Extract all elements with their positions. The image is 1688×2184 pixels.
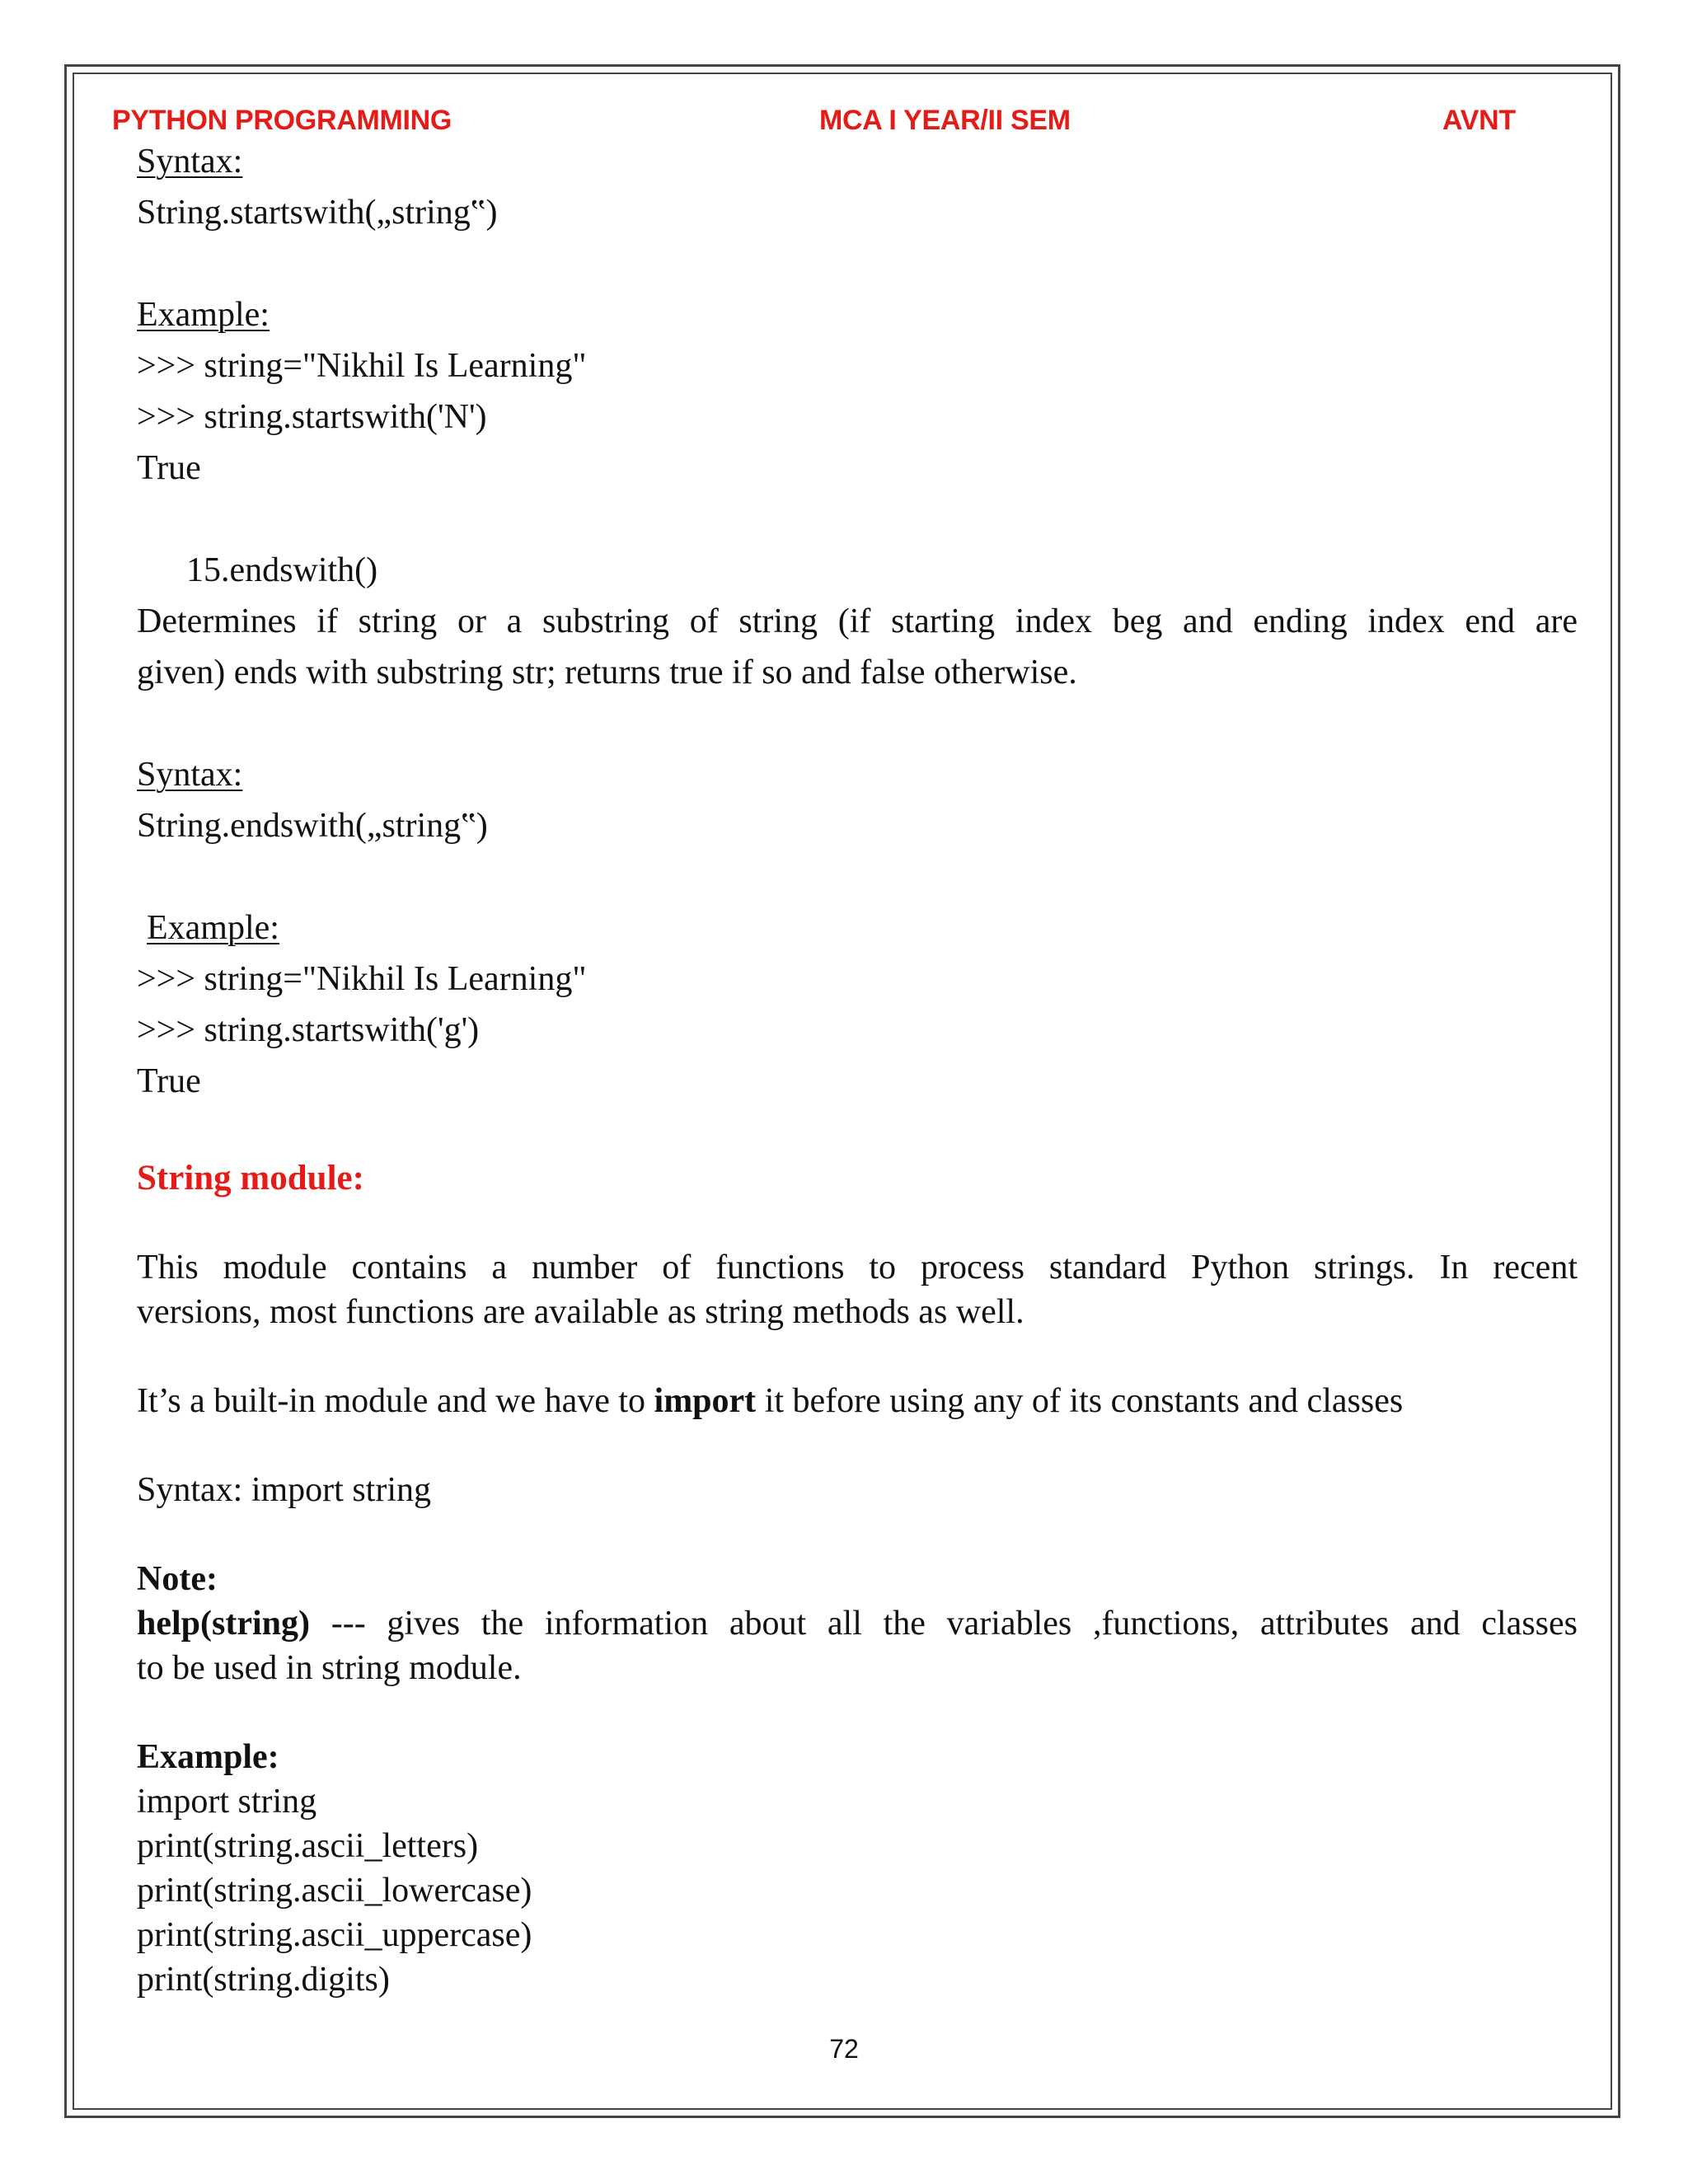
header-institution: AVNT	[1442, 105, 1516, 136]
string-module-intro-line-2: versions, most functions are available as string methods as well.	[137, 1293, 1025, 1331]
endswith-syntax: String.endswith(„string‟)	[137, 807, 488, 845]
string-module-builtin-text	[137, 1378, 1403, 1424]
startswith-example-output: True	[137, 449, 201, 487]
string-module-example-label: Example:	[137, 1738, 279, 1776]
startswith-syntax-label: Syntax:	[137, 143, 243, 180]
page-number: 72	[829, 2034, 859, 2064]
endswith-example-output: True	[137, 1062, 201, 1100]
string-module-syntax: Syntax: import string	[137, 1471, 431, 1509]
builtin-text-bold: import	[654, 1382, 757, 1420]
endswith-heading: 15.endswith()	[186, 551, 378, 589]
startswith-example-line-1: >>> string="Nikhil Is Learning"	[137, 347, 587, 385]
string-module-heading: String module:	[137, 1159, 364, 1197]
endswith-description-line-1: Determines if string or a substring of string (if starting index beg and ending index end are	[137, 602, 1578, 640]
builtin-text-pre: It’s a built-in module and we have to	[137, 1382, 654, 1420]
endswith-description-line-2: given) ends with substring str; returns true if so and false otherwise.	[137, 654, 1077, 691]
endswith-syntax-label: Syntax:	[137, 756, 243, 794]
note-help-line-2: to be used in string module.	[137, 1649, 522, 1687]
header-course-title: PYTHON PROGRAMMING	[112, 105, 452, 136]
note-help-line-1	[137, 1601, 1578, 1647]
string-module-example-line-1: import string	[137, 1783, 317, 1821]
note-help-bold: help(string)	[137, 1605, 310, 1643]
endswith-example-line-1: >>> string="Nikhil Is Learning"	[137, 960, 587, 998]
endswith-example-label: Example:	[147, 909, 279, 947]
string-module-example-line-2: print(string.ascii_letters)	[137, 1827, 479, 1865]
endswith-example-line-2: >>> string.startswith('g')	[137, 1011, 480, 1049]
startswith-example-label: Example:	[137, 296, 270, 334]
string-module-intro-line-1: This module contains a number of functions to process standard Python strings. In recent	[137, 1249, 1578, 1286]
builtin-text-post: it before using any of its constants and classes	[756, 1382, 1404, 1420]
startswith-example-line-2: >>> string.startswith('N')	[137, 398, 487, 436]
string-module-example-line-5: print(string.digits)	[137, 1961, 390, 1999]
header-year-semester: MCA I YEAR/II SEM	[819, 105, 1071, 136]
note-help-rest: --- gives the information about all the variables ,functions, attributes and classes	[310, 1605, 1578, 1643]
note-label: Note:	[137, 1560, 218, 1598]
startswith-syntax: String.startswith(„string‟)	[137, 194, 498, 232]
string-module-example-line-4: print(string.ascii_uppercase)	[137, 1916, 532, 1954]
string-module-example-line-3: print(string.ascii_lowercase)	[137, 1872, 532, 1910]
